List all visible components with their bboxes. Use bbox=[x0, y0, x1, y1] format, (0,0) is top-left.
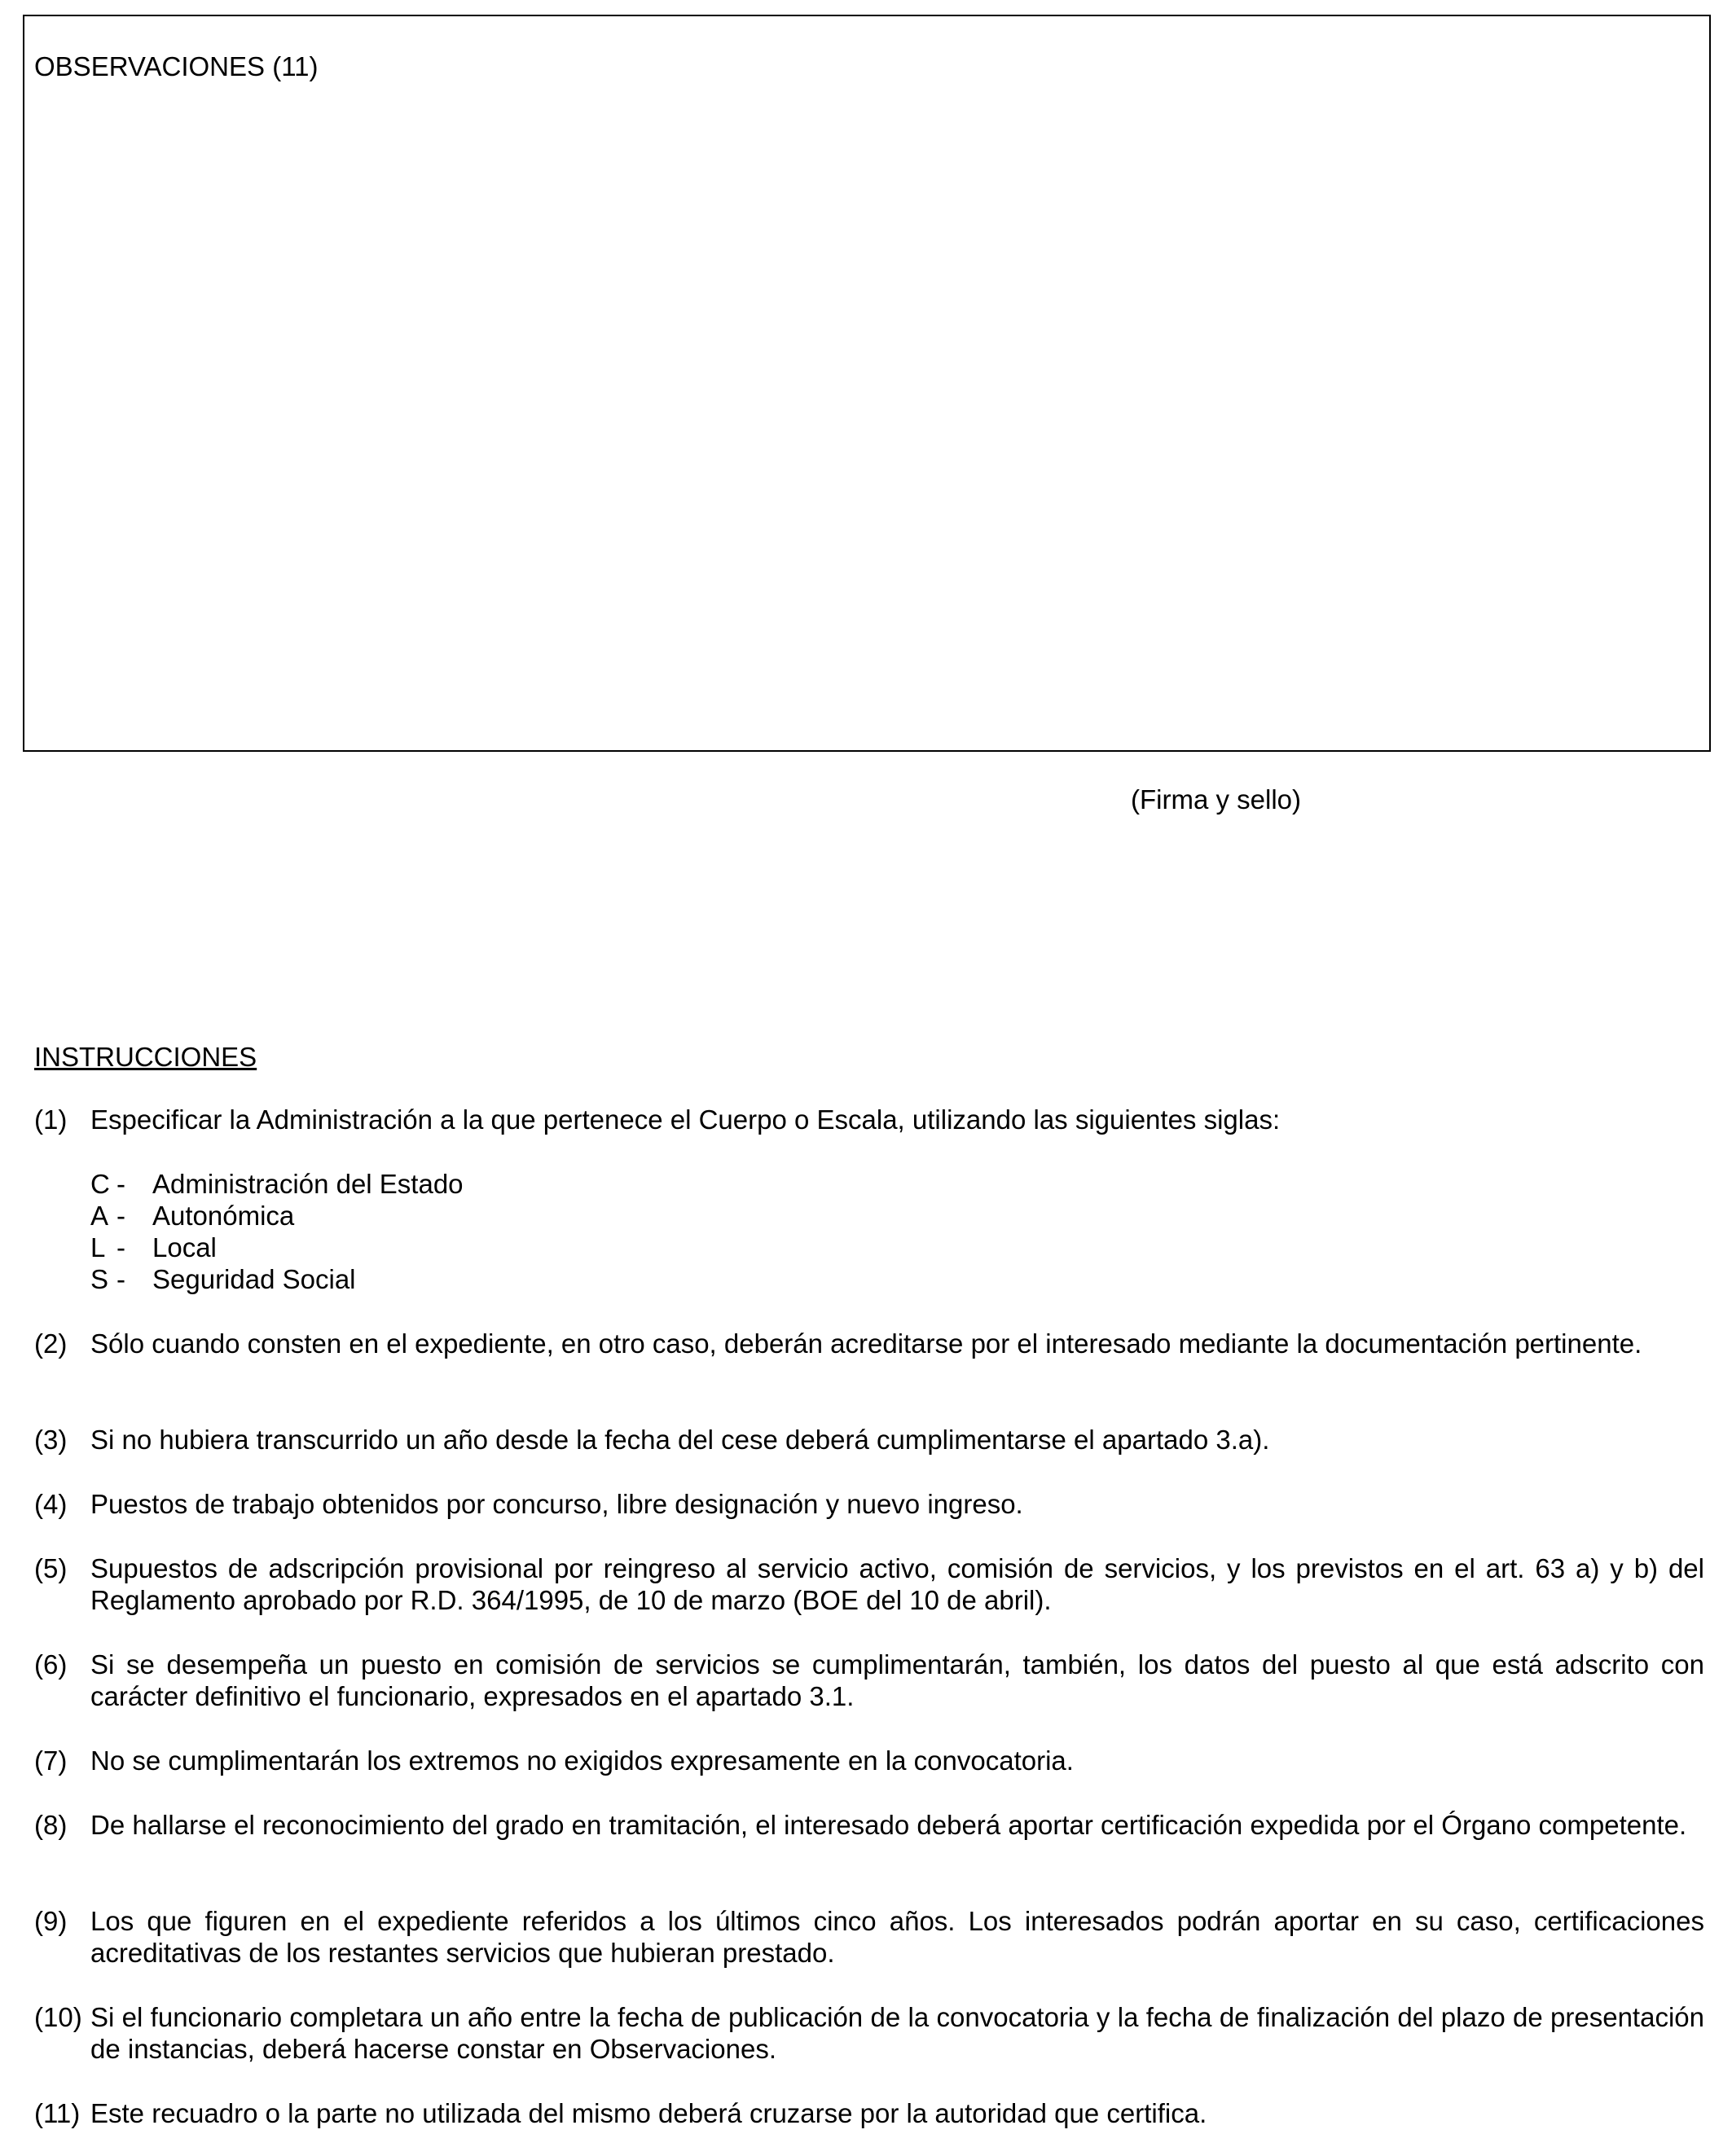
sigla-item-s bbox=[90, 1263, 356, 1295]
instruction-item-10 bbox=[34, 2001, 1704, 2065]
sigla-code: S bbox=[90, 1264, 109, 1294]
sigla-separator: - bbox=[116, 1169, 125, 1199]
sigla-label: Administración del Estado bbox=[152, 1169, 464, 1199]
instruction-item-11 bbox=[34, 2097, 1704, 2129]
instruction-item-2 bbox=[34, 1328, 1704, 1359]
observations-box bbox=[23, 15, 1711, 752]
instruction-text: Especificar la Administración a la que pertenece el Cuerpo o Escala, utilizando las siguientes siglas: bbox=[90, 1104, 1281, 1135]
instruction-text: Si se desempeña un puesto en comisión de servicios se cumplimentarán, también, los datos del puesto al que está adscrito con carácter definitivo el funcionario, expresados en el apartado 3.1. bbox=[90, 1649, 1704, 1711]
sigla-code: C bbox=[90, 1169, 110, 1199]
sigla-separator: - bbox=[116, 1264, 125, 1294]
sigla-code: A bbox=[90, 1201, 109, 1231]
instruction-number: (8) bbox=[34, 1810, 68, 1840]
instruction-number: (4) bbox=[34, 1489, 68, 1519]
instruction-text: Los que figuren en el expediente referidos a los últimos cinco años. Los interesados podrán aportar en su caso, certificaciones acreditativas de los restantes servicios que hubieran prestado. bbox=[90, 1906, 1704, 1968]
observations-label: OBSERVACIONES (11) bbox=[34, 51, 319, 81]
instruction-item-4 bbox=[34, 1488, 1704, 1520]
instructions-title: INSTRUCCIONES bbox=[34, 1042, 257, 1072]
sigla-item-a bbox=[90, 1200, 294, 1232]
sigla-item-l bbox=[90, 1232, 217, 1263]
instruction-text: Sólo cuando consten en el expediente, en otro caso, deberán acreditarse por el interesado mediante la documentación pertinente. bbox=[90, 1328, 1642, 1359]
sigla-separator: - bbox=[116, 1232, 125, 1262]
instruction-number: (9) bbox=[34, 1906, 68, 1936]
instruction-number: (3) bbox=[34, 1425, 68, 1455]
instruction-text: Puestos de trabajo obtenidos por concurso, libre designación y nuevo ingreso. bbox=[90, 1489, 1023, 1519]
instruction-number: (1) bbox=[34, 1104, 68, 1135]
signature-note: (Firma y sello) bbox=[1131, 784, 1302, 815]
instruction-number: (11) bbox=[34, 2098, 81, 2128]
instruction-number: (6) bbox=[34, 1649, 68, 1680]
instruction-item-7 bbox=[34, 1745, 1704, 1776]
sigla-code: L bbox=[90, 1232, 106, 1262]
instruction-text: De hallarse el reconocimiento del grado en tramitación, el interesado deberá aportar certificación expedida por el Órgano competente. bbox=[90, 1810, 1687, 1840]
instruction-text: Si el funcionario completara un año entre la fecha de publicación de la convocatoria y la fecha de finalización del plazo de presentación de instancias, deberá hacerse constar en Observaciones. bbox=[90, 2002, 1704, 2064]
instruction-item-3 bbox=[34, 1424, 1704, 1456]
instruction-number: (2) bbox=[34, 1328, 68, 1359]
instruction-text: Supuestos de adscripción provisional por reingreso al servicio activo, comisión de servicios, y los previstos en el art. 63 a) y b) del Reglamento aprobado por R.D. 364/1995, de 10 de marzo (BOE del 10 de abril). bbox=[90, 1553, 1704, 1615]
instruction-item-1 bbox=[34, 1104, 1704, 1135]
sigla-label: Local bbox=[152, 1232, 217, 1262]
sigla-label: Seguridad Social bbox=[152, 1264, 356, 1294]
instruction-item-5 bbox=[34, 1552, 1704, 1616]
sigla-separator: - bbox=[116, 1201, 125, 1231]
sigla-item-c bbox=[90, 1168, 464, 1200]
instruction-text: No se cumplimentarán los extremos no exigidos expresamente en la convocatoria. bbox=[90, 1745, 1074, 1776]
instruction-text: Este recuadro o la parte no utilizada del mismo deberá cruzarse por la autoridad que certifica. bbox=[90, 2098, 1207, 2128]
instruction-text: Si no hubiera transcurrido un año desde la fecha del cese deberá cumplimentarse el apartado 3.a). bbox=[90, 1425, 1270, 1455]
instruction-item-6 bbox=[34, 1649, 1704, 1712]
sigla-label: Autonómica bbox=[152, 1201, 295, 1231]
instruction-item-8 bbox=[34, 1809, 1704, 1841]
instruction-number: (5) bbox=[34, 1553, 68, 1583]
instruction-number: (10) bbox=[34, 2002, 82, 2032]
instruction-number: (7) bbox=[34, 1745, 68, 1776]
instruction-item-9 bbox=[34, 1905, 1704, 1969]
